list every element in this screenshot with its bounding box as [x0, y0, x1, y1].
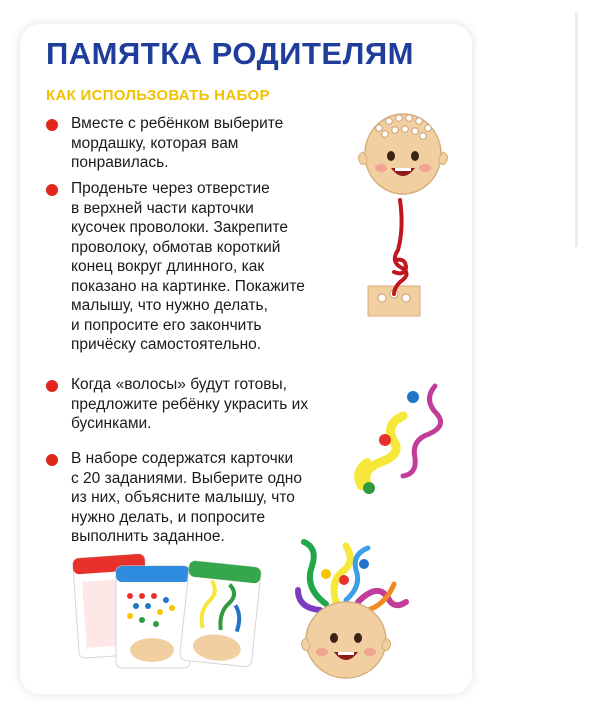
- leaflet-subtitle: КАК ИСПОЛЬЗОВАТЬ НАБОР: [46, 87, 270, 104]
- beaded-hair-illustration: [345, 382, 445, 502]
- tip-item: [46, 375, 351, 434]
- tip-item: [46, 449, 351, 547]
- task-cards-illustration: [72, 548, 262, 672]
- finished-face-illustration: [288, 534, 412, 684]
- leaflet-title: ПАМЯТКА РОДИТЕЛЯМ: [46, 36, 414, 71]
- face-card-illustration: [353, 104, 453, 196]
- bullet-icon: [46, 119, 58, 131]
- tip-item: [46, 179, 351, 355]
- bullet-icon: [46, 184, 58, 196]
- bullet-icon: [46, 454, 58, 466]
- page-edge-line: [575, 12, 578, 247]
- tip-text: Проденьте через отверстие в верхней части карточки кусочек проволоки. Закрепите проволоку, обмотав короткий конец вокруг длинного, как показано на картинке. Покажите малышу, что нужно делать, и попросите его закончить причёску самостоятельно.: [71, 180, 305, 353]
- tip-item: [46, 114, 351, 173]
- wire-card-illustration: [360, 198, 440, 320]
- tip-text: Когда «волосы» будут готовы, предложите ребёнку украсить их бусинками.: [71, 376, 309, 432]
- tip-text: В наборе содержатся карточки с 20 заданиями. Выберите одно из них, объясните малышу, что нужно делать, и попросите выполнить заданное.: [71, 450, 302, 545]
- bullet-icon: [46, 380, 58, 392]
- tip-text: Вместе с ребёнком выберите мордашку, которая вам понравилась.: [71, 115, 284, 171]
